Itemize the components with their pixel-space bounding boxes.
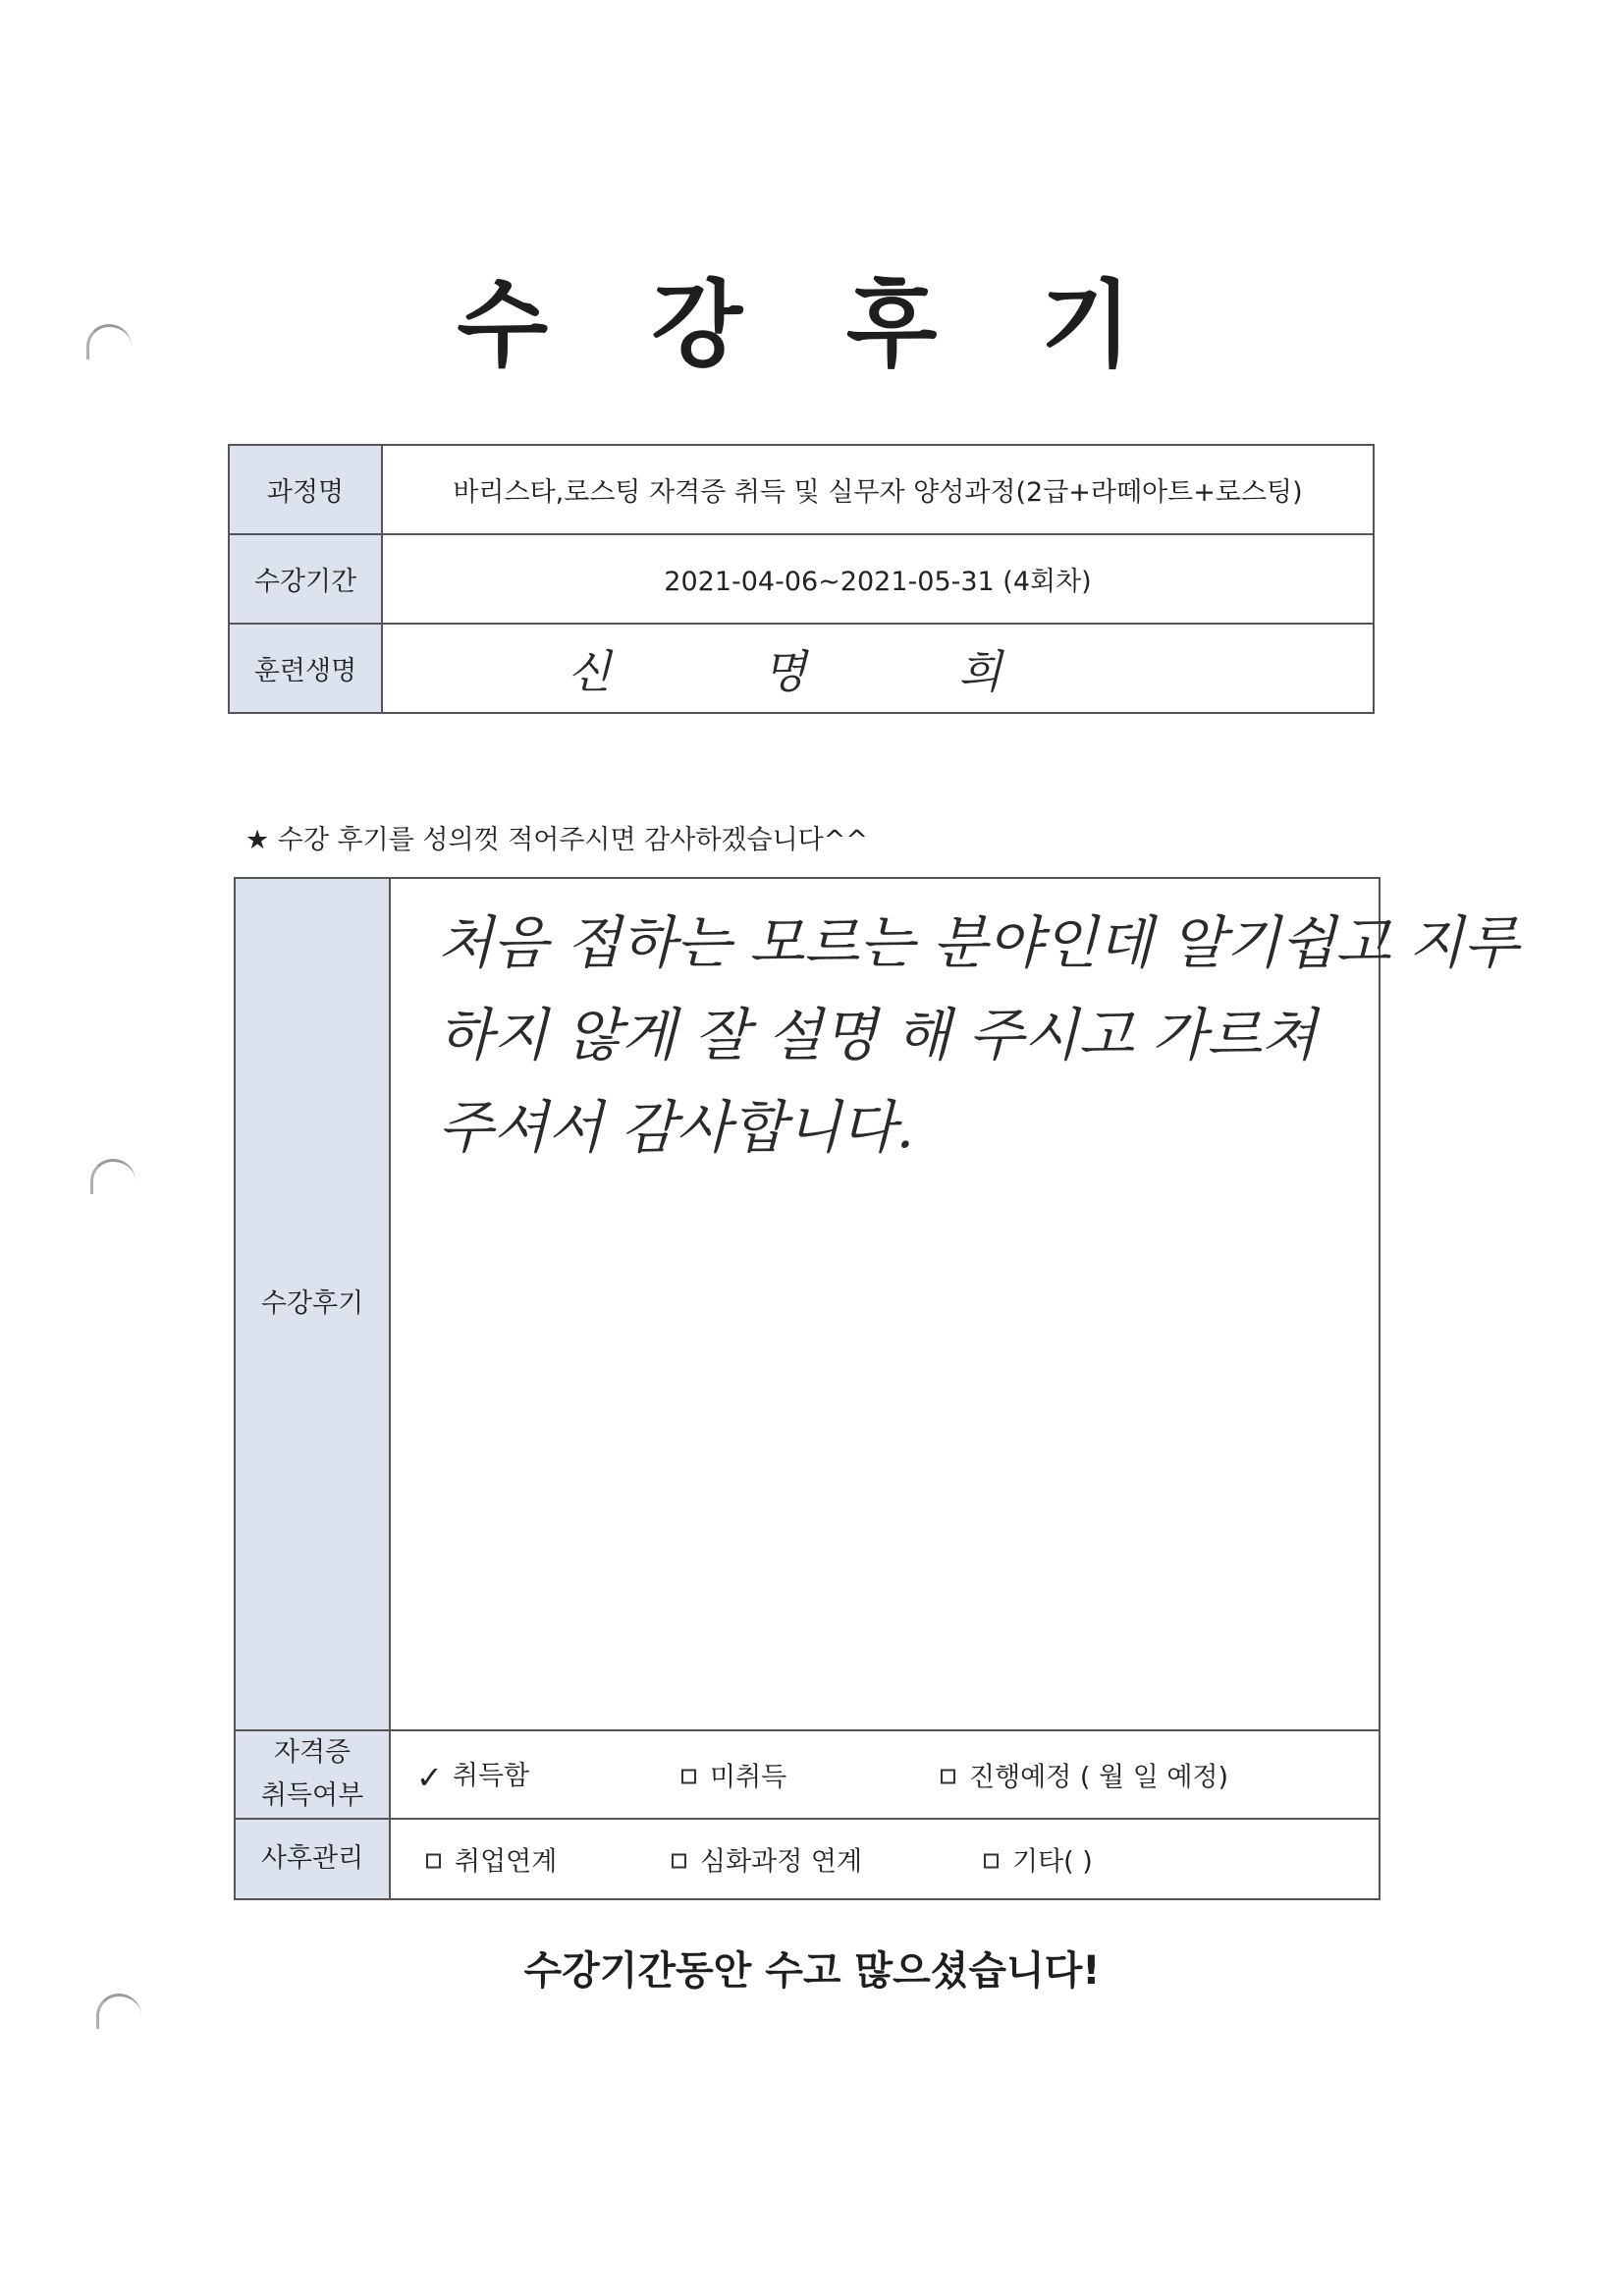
trainee-cell <box>382 624 1374 713</box>
checkbox-icon <box>672 1854 686 1869</box>
course-label: 과정명 <box>229 445 382 534</box>
punch-hole-middle <box>90 1159 135 1194</box>
checkmark-icon: ✓ <box>416 1758 443 1796</box>
period-value: 2021-04-06~2021-05-31 (4회차) <box>382 534 1374 624</box>
period-label: 수강기간 <box>229 534 382 624</box>
certificate-options <box>390 1730 1380 1819</box>
period-row <box>229 534 1374 624</box>
course-row <box>229 445 1374 534</box>
course-value: 바리스타,로스팅 자격증 취득 및 실무자 양성과정(2급+라떼아트+로스팅) <box>382 445 1374 534</box>
certificate-row <box>235 1730 1380 1819</box>
option-obtained[interactable] <box>416 1754 529 1796</box>
aftercare-row <box>235 1819 1380 1899</box>
option-advanced-course[interactable] <box>672 1840 862 1879</box>
review-body <box>390 878 1519 1730</box>
review-table <box>234 877 1519 1900</box>
aftercare-options <box>390 1819 1380 1899</box>
review-row <box>235 878 1380 1730</box>
trainee-row <box>229 624 1374 713</box>
review-line: 하지 않게 잘 설명 해 주시고 가르쳐 <box>438 1002 1318 1068</box>
option-job-link-label: 취업연계 <box>455 1846 558 1878</box>
option-job-link[interactable] <box>426 1840 557 1879</box>
option-other[interactable] <box>984 1840 1093 1879</box>
option-not-obtained-label: 미취득 <box>710 1762 787 1793</box>
course-info-table <box>228 444 1375 714</box>
certificate-label-line1: 자격증 <box>273 1737 352 1768</box>
review-line: 처음 접하는 모르는 분야인데 알기쉽고 지루 <box>438 909 1519 976</box>
checkbox-icon <box>941 1770 955 1784</box>
certificate-label-line2: 취득여부 <box>260 1780 364 1811</box>
review-label: 수강후기 <box>235 878 390 1730</box>
option-planned-label: 진행예정 ( 월 일 예정) <box>969 1762 1229 1793</box>
trainee-signature: 신 명 희 <box>567 644 1071 698</box>
punch-hole-bottom <box>96 1994 141 2029</box>
option-other-label: 기타( ) <box>1012 1846 1093 1878</box>
option-planned[interactable] <box>941 1756 1228 1794</box>
trainee-label: 훈련생명 <box>229 624 382 713</box>
document-title: 수 강 후 기 <box>457 270 1167 380</box>
aftercare-label: 사후관리 <box>235 1819 390 1899</box>
checkbox-icon <box>984 1854 999 1869</box>
request-note: ★ 수강 후기를 성의껏 적어주시면 감사하겠습니다^^ <box>245 825 869 855</box>
checkbox-icon <box>426 1854 441 1869</box>
option-obtained-label: 취득함 <box>452 1760 530 1791</box>
checkbox-icon <box>681 1770 696 1784</box>
certificate-label <box>235 1730 390 1819</box>
closing-message: 수강기간동안 수고 많으셨습니다! <box>523 1948 1101 1994</box>
option-advanced-course-label: 심화과정 연계 <box>700 1846 863 1878</box>
option-not-obtained[interactable] <box>681 1756 786 1794</box>
review-line: 주셔서 감사합니다. <box>438 1094 915 1161</box>
